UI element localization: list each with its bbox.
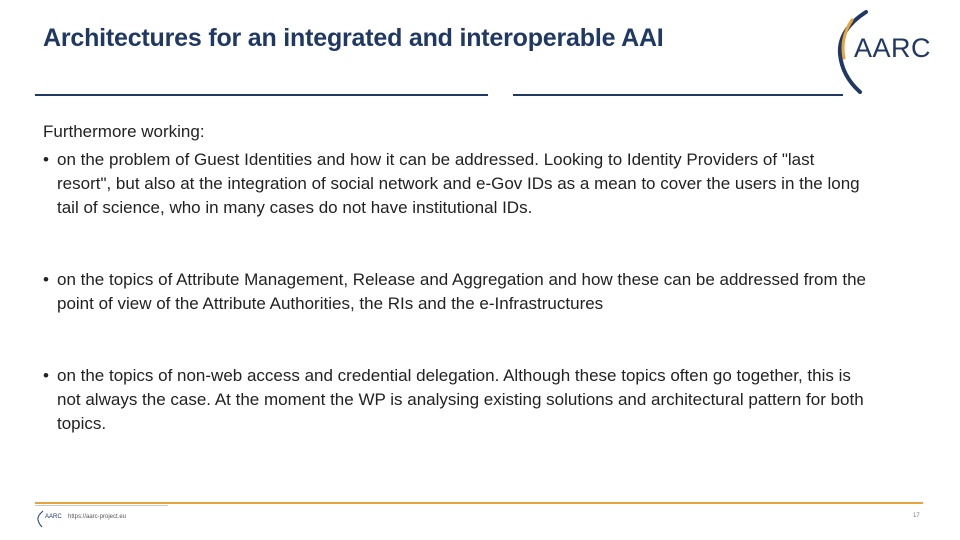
intro-text: Furthermore working: — [43, 122, 205, 141]
footer-logo — [36, 510, 66, 528]
slide-body — [43, 120, 873, 484]
title-divider-left — [35, 94, 488, 96]
bullet-item: • on the topics of Attribute Management, Release and Aggregation and how these can be addressed from the point of view of the Attribute Authorities, the RIs and the e-Infrastructures — [43, 268, 873, 316]
aarc-logo — [832, 8, 932, 96]
footer-logo-wordmark: AARC — [45, 514, 62, 520]
page-number: 17 — [913, 513, 920, 519]
footer-divider — [35, 502, 923, 504]
bullet-list — [43, 148, 873, 436]
slide-title: Architectures for an integrated and interoperable AAI — [43, 24, 664, 52]
bullet-item: • on the topics of non-web access and credential delegation. Although these topics often go together, this is not always the case. At the moment the WP is analysing existing solutions and architectural pattern for both topics. — [43, 364, 873, 436]
footer-url-link[interactable]: https://aarc-project.eu — [68, 514, 127, 520]
logo-wordmark: AARC — [854, 33, 932, 63]
bullet-item: • on the problem of Guest Identities and how it can be addressed. Looking to Identity Providers of "last resort", but also at the integration of social network and e-Gov IDs as a mean to cover the users in the long tail of science, who in many cases do not have institutional IDs. — [43, 148, 873, 220]
footer-divider-accent — [35, 505, 168, 506]
title-divider-right — [513, 94, 843, 96]
